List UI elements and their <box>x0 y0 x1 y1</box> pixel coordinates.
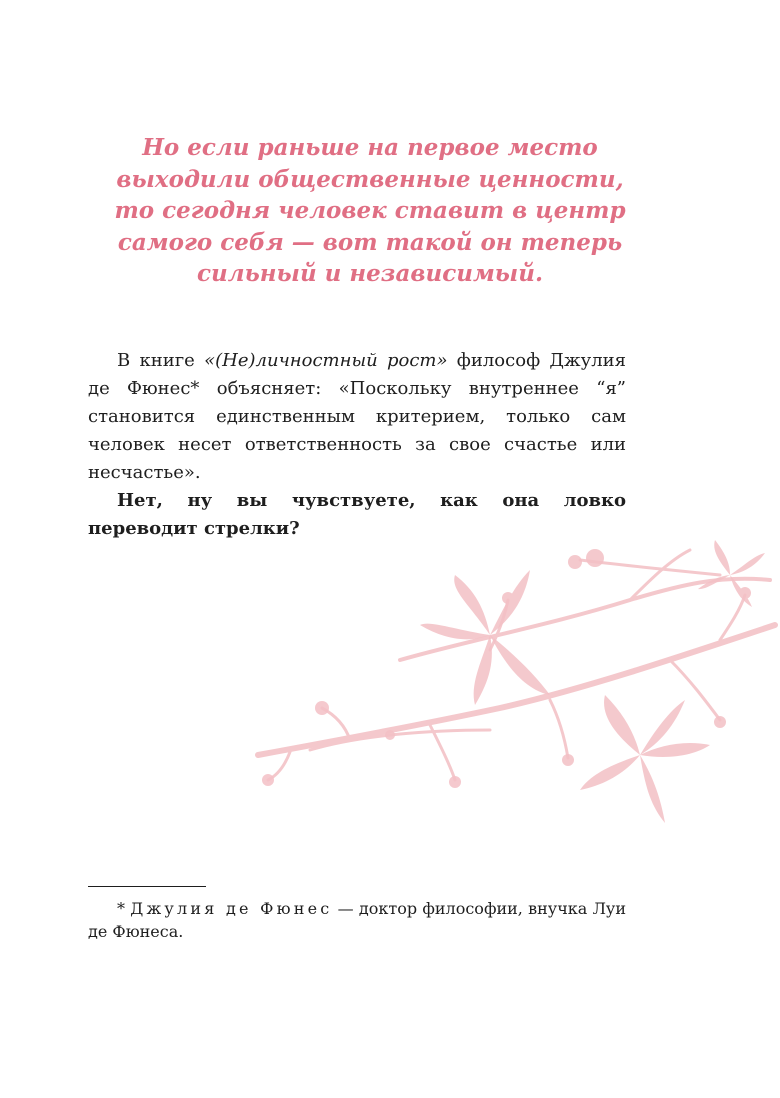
footnote-description: — доктор философии, внучка Луи де Фюнеса. <box>88 899 626 941</box>
book-title: «(Не)личностный рост» <box>204 350 448 371</box>
footnote-name: Джулия де Фюнес <box>130 899 333 918</box>
footnote <box>88 897 626 943</box>
main-text <box>88 347 626 543</box>
footnote-text <box>88 897 626 943</box>
quote-line: выходили общественные ценности, <box>116 165 624 193</box>
paragraph-comment: Нет, ну вы чувствуете, как она ловко переводит стрелки? <box>88 490 626 539</box>
quote-line: то сегодня человек ставит в центр <box>114 197 626 224</box>
quote-line: самого себя — вот такой он теперь <box>117 228 623 256</box>
paragraph-book-reference <box>88 347 626 487</box>
cherry-blossom-branch-icon <box>250 530 780 830</box>
quote-line: Но если раньше на первое место <box>142 134 598 161</box>
footnote-marker: * <box>117 899 131 918</box>
quote-line: сильный и независимый. <box>197 260 543 287</box>
paragraph-rest: философ Джулия де Фюнес* объясняет: «Поскольку внутреннее “я” становится единственным критерием, только сам человек несет ответственность за свое счастье или несчастье». <box>88 350 626 483</box>
footnote-divider <box>88 886 206 887</box>
paragraph-lead: В книге <box>117 350 205 371</box>
pull-quote <box>110 132 630 290</box>
